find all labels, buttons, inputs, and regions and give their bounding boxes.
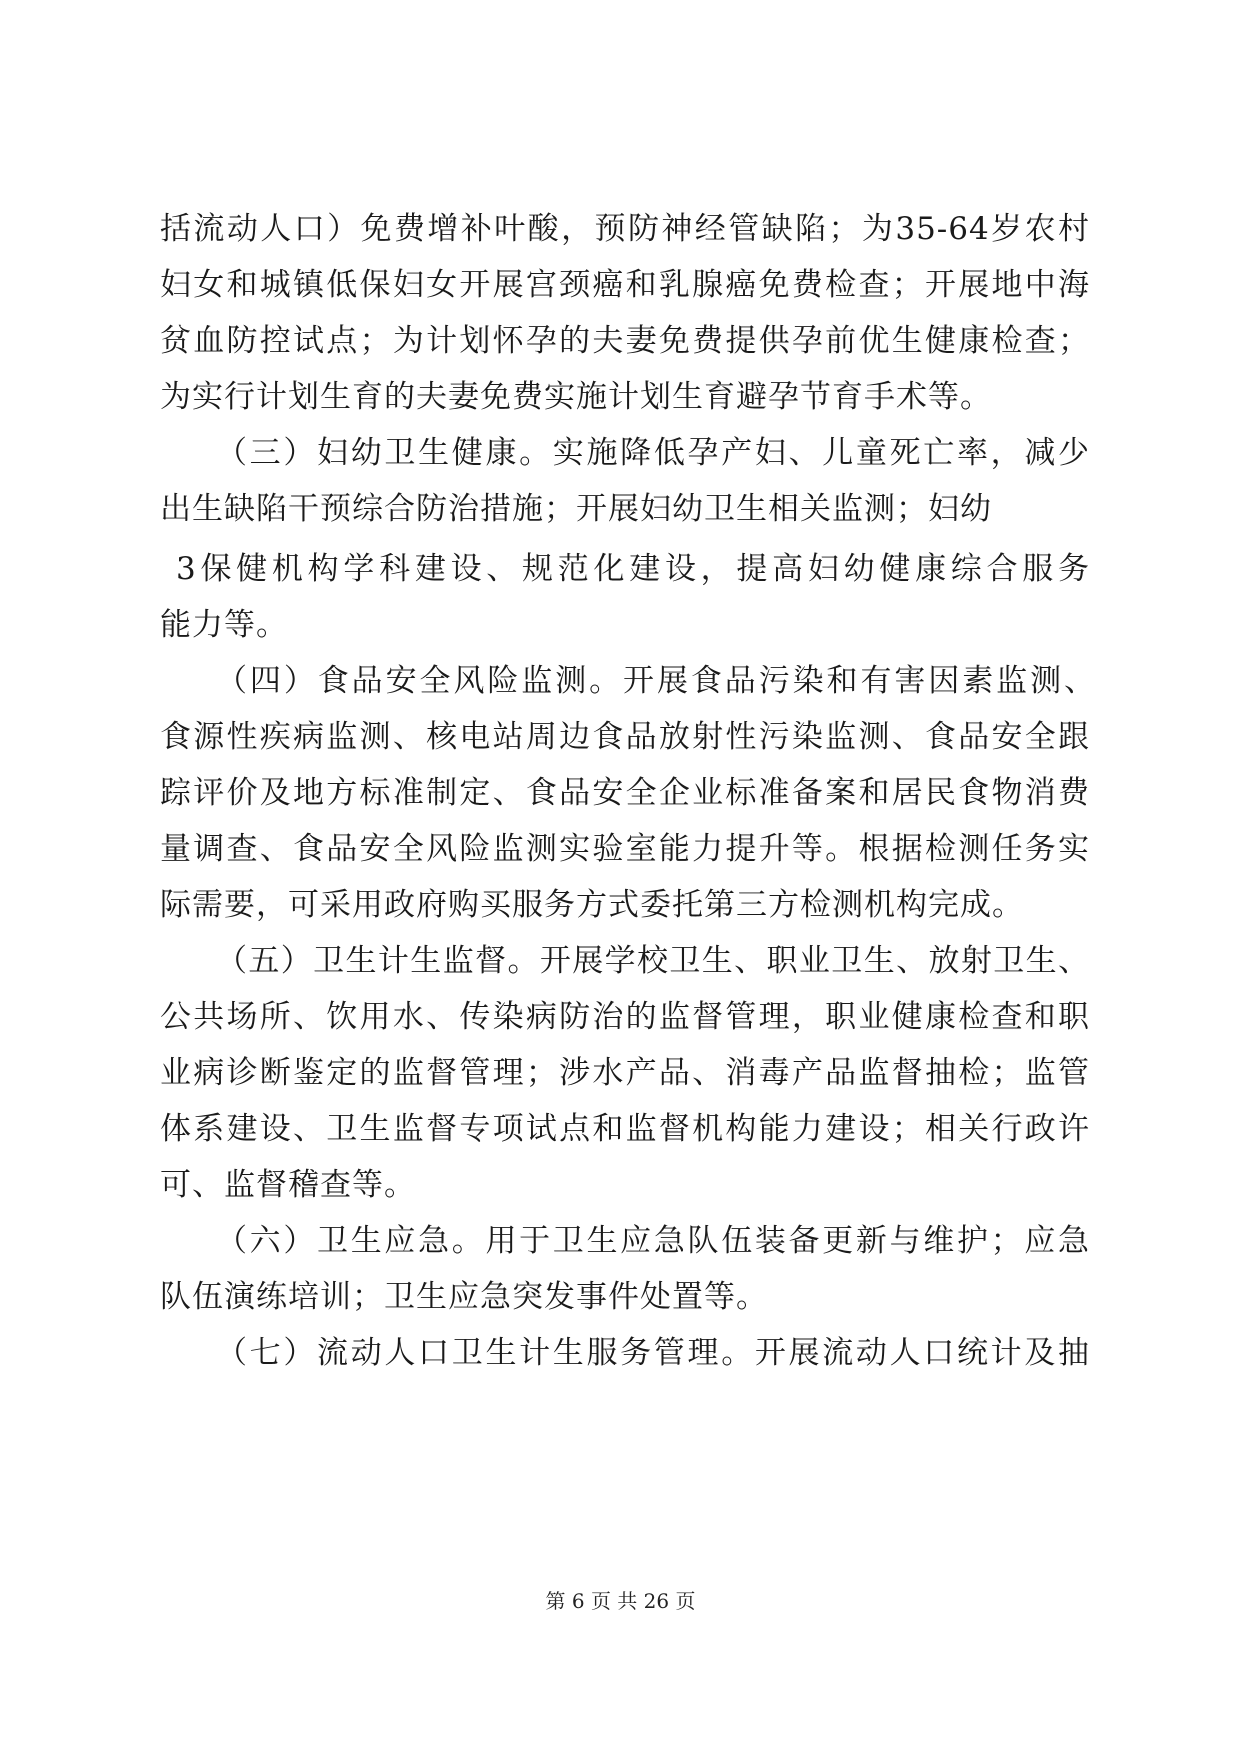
- body-line: 公共场所、饮用水、传染病防治的监督管理，职业健康检查和职: [160, 999, 1090, 1035]
- body-line: 际需要，可采用政府购买服务方式委托第三方检测机构完成。: [160, 887, 1024, 923]
- body-line: 量调查、食品安全风险监测实验室能力提升等。根据检测任务实: [160, 831, 1090, 867]
- page-number-footer: 第 6 页 共 26 页: [545, 1589, 696, 1613]
- body-line: 踪评价及地方标准制定、食品安全企业标准备案和居民食物消费: [160, 775, 1090, 811]
- body-line: 贫血防控试点；为计划怀孕的夫妻免费提供孕前优生健康检查；: [160, 323, 1090, 359]
- body-line: 业病诊断鉴定的监督管理；涉水产品、消毒产品监督抽检；监管: [160, 1055, 1090, 1091]
- body-line: 队伍演练培训；卫生应急突发事件处置等。: [160, 1279, 768, 1315]
- section-heading-line: （五）卫生计生监督。开展学校卫生、职业卫生、放射卫生、: [216, 943, 1090, 979]
- body-line: 体系建设、卫生监督专项试点和监督机构能力建设；相关行政许: [160, 1111, 1090, 1147]
- body-line: 妇女和城镇低保妇女开展宫颈癌和乳腺癌免费检查；开展地中海: [160, 267, 1090, 303]
- section-heading-line: （三）妇幼卫生健康。实施降低孕产妇、儿童死亡率，减少: [216, 435, 1090, 471]
- body-line: 为实行计划生育的夫妻免费实施计划生育避孕节育手术等。: [160, 379, 992, 415]
- section-heading-line: （七）流动人口卫生计生服务管理。开展流动人口统计及抽: [216, 1335, 1090, 1371]
- body-line: 括流动人口）免费增补叶酸，预防神经管缺陷；为35-64岁农村: [160, 211, 1090, 247]
- body-line: 可、监督稽查等。: [160, 1167, 416, 1203]
- section-heading-line: （六）卫生应急。用于卫生应急队伍装备更新与维护；应急: [216, 1223, 1090, 1259]
- section-heading-line: （四）食品安全风险监测。开展食品污染和有害因素监测、: [216, 663, 1096, 699]
- body-line: 出生缺陷干预综合防治措施；开展妇幼卫生相关监测；妇幼: [160, 491, 992, 527]
- body-line: 食源性疾病监测、核电站周边食品放射性污染监测、食品安全跟: [160, 719, 1090, 755]
- body-line: 能力等。: [160, 607, 288, 643]
- body-line: 3保健机构学科建设、规范化建设，提高妇幼健康综合服务: [176, 551, 1090, 587]
